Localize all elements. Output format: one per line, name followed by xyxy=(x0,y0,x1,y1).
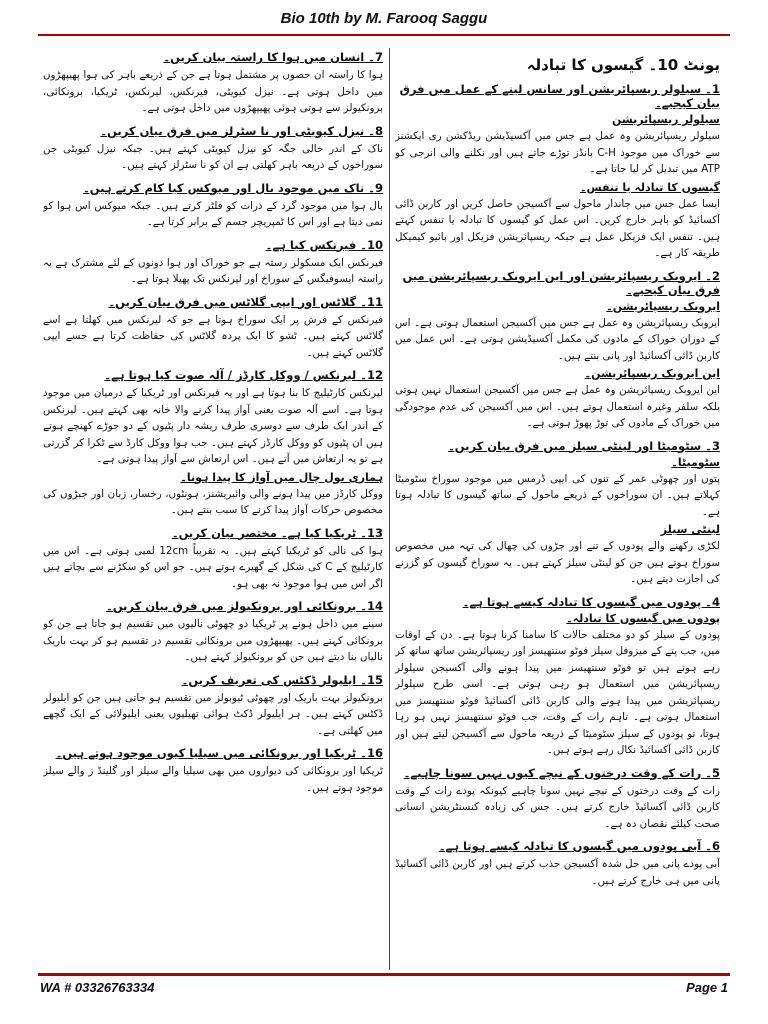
question-heading: 4۔ پودوں میں گیسوں کا تبادلہ کیسے ہوتا ہے۔ xyxy=(462,594,720,609)
sub-heading: گیسوں کا تبادلہ یا تنفس۔ xyxy=(580,180,720,194)
answer-paragraph: فیرنکس کے فرش پر ایک سوراخ ہوتا ہے جو کہ لیرنکس میں کھلتا ہے اسے گلاٹس کہتے ہیں۔ ٹشو کا ایک پردہ گلاٹس کی حفاظت کرتا ہے جسے ایپی گلاٹس کہتے ہیں۔ xyxy=(43,313,383,359)
question-heading: 8۔ نیزل کیویٹی اور نا سٹرلز میں فرق بیان کریں۔ xyxy=(100,123,383,138)
answer-paragraph: بال ہوا میں موجود گرد کے ذرات کو فلٹر کرتے ہیں۔ جبکہ میوکس اس ہوا کو نمی دیتا ہے اور اس کا ٹمپریچر جسم کے برابر کرتا ہے۔ xyxy=(43,199,383,228)
question-heading: 16۔ ٹریکیا اور برونکائی میں سیلیا کیوں موجود ہوتے ہیں۔ xyxy=(55,746,383,760)
question-block xyxy=(43,295,383,362)
answer-paragraph: ایسا عمل جس میں جاندار ماحول سے آکسیجن حاصل کریں اور کاربن ڈائی آکسائیڈ کو باہر خارج کریں۔ اس عمل کو گیسوں کا تبادلہ یا تنفس کہتے ہیں۔ تنفس ایک فزیکل عمل ہے جبکہ ریسپائریشن فزیکل اور بائیو کیمیکل طریقہ کار ہے۔ xyxy=(395,197,720,259)
sub-heading: لینٹی سیلز xyxy=(660,523,720,536)
answer-paragraph: برونکیولز بہت باریک اور چھوٹی ٹیوبولز میں تقسیم ہو جاتی ہیں جن کو ایلیولر ڈکٹس کہتے ہیں۔ ہر ایلیولر ڈکٹ ہوائی تھیلیوں یعنی ایلیولائی کے ایک گچھے میں کھلتی ہے۔ xyxy=(43,691,383,737)
question-block xyxy=(43,526,383,593)
question-block xyxy=(43,50,383,117)
question-block xyxy=(43,124,383,174)
answer-paragraph: ٹریکیا اور برونکائی کی دیواروں میں بھی سیلیا والے سیلز اور گلینڈ ز والے سیلز موجود ہوتے ہیں۔ xyxy=(43,765,383,794)
right-column xyxy=(395,50,720,970)
footer-contact: WA # 03326763334 xyxy=(40,980,155,995)
right-column-questions xyxy=(395,82,720,889)
page-header: Bio 10th by M. Farooq Saggu xyxy=(280,10,488,27)
answer-paragraph: فیرنکس ایک مسکولر رستہ ہے جو خوراک اور ہوا دونوں کے لئے مشترک ہے یہ راستہ ایسوفیگس کے سوراخ اور لیرنکس تک پھیلا ہوتا ہے۔ xyxy=(43,256,383,285)
question-block xyxy=(395,82,720,262)
question-heading: 7۔ انسان میں ہوا کا راستہ بیان کریں۔ xyxy=(163,50,383,64)
answer-paragraph: لیرنکس کارٹیلیج کا بنا ہوتا ہے اور یہ فیرنکس اور ٹریکیا کے درمیان میں موجود ہوتا ہے۔ اسے آلہ صوت یعنی آواز پیدا کرنے والا خانہ بھی کہتے ہیں۔ لیرنکس کے اندر ایک طرف سے دوسری طرف ریشہ دار پٹیوں کے دو جوڑے کھنچے ہوتے ہیں ان پٹیوں کو ووکل کارڈز کہتے ہیں۔ جب ہوا ووکل کارڈ سے ٹکرا کر گزرتی ہے تو یہ ارتعاش میں آتے ہیں۔ اس ارتعاش سے آواز پیدا ہوتی ہے۔ xyxy=(43,387,383,465)
question-heading: 11۔ گلاٹس اور ایپی گلاٹس میں فرق بیان کریں۔ xyxy=(108,294,383,309)
answer-paragraph: سیلولر ریسپائریشن وہ عمل ہے جس میں آکسیڈیشن ریڈکشن ری ایکشنز سے خوراک میں موجود C-H بانڈز توڑے جاتے ہیں اور نکلنے والی انرجی کو ATP میں تبدیل کر لیا جاتا ہے۔ xyxy=(395,130,720,175)
answer-paragraph: ہوا کی نالی کو ٹریکیا کہتے ہیں۔ یہ تقریباً 12cm لمبی ہوتی ہے۔ اس میں کارٹیلیج کے C کی شکل کے گھیرے ہوتے ہیں۔ جو اس کو سکڑنے سے بچاتے ہیں اگر اس میں ہوا موجود نہ بھی ہو۔ xyxy=(43,544,383,590)
answer-paragraph: ووکل کارڈز میں پیدا ہونے والی وائبریشنز، ہونٹوں، رخسار، زبان اور جبڑوں کی مخصوص حرکات آواز پیدا کرنے کا سبب بنتے ہیں۔ xyxy=(43,487,383,516)
sub-heading: پودوں میں گیسوں کا تبادلہ۔ xyxy=(566,611,720,625)
answer-paragraph: سینے میں داخل ہونے پر ٹریکیا دو چھوٹی نالیوں میں تقسیم ہو جاتا ہے جن کو برونکائی کہتے ہیں۔ پھیپھڑوں میں برونکائی تقسیم در تقسیم ہو کر بہت باریک نالیاں بنا دیتے ہیں جن کو برونکیولز کہتے ہیں۔ xyxy=(43,618,383,663)
question-heading: 10۔ فیرنکس کیا ہے۔ xyxy=(265,237,383,252)
question-heading: 13۔ ٹریکیا کیا ہے۔ مختصر بیان کریں۔ xyxy=(171,525,383,540)
question-heading: 1۔ سیلولر ریسپائریشن اور سانس لینے کے عمل میں فرق بیان کیجیے۔ xyxy=(399,82,720,110)
sub-heading: ایروبک ریسپائریشن۔ xyxy=(606,299,720,313)
answer-paragraph: پتوں اور چھوٹی عمر کے تنوں کی ایپی ڈرمس میں موجود سوراخ سٹومیٹا کہلاتے ہیں۔ ان سوراخوں کے ذریعے ماحول کے ساتھ گیسوں کا تبادلہ ہوتا ہے۔ xyxy=(395,472,720,518)
left-column-questions xyxy=(43,50,383,796)
answer-paragraph: رات کے وقت درختوں کے نیچے نہیں سونا چاہیے کیونکہ پودے رات کے وقت کاربن ڈائی آکسائیڈ خارج کرتے ہیں۔ جس کی زیادہ کنسنٹریشن انسانی صحت کیلئے نقصان دہ ہے۔ xyxy=(395,784,720,830)
question-heading: 5۔ رات کے وقت درختوں کے نیچے کیوں نہیں سونا چاہیے۔ xyxy=(403,765,720,780)
footer-rule xyxy=(38,973,730,976)
question-block xyxy=(395,839,720,889)
header-rule xyxy=(38,34,730,36)
question-heading: 14۔ برونکائی اور برونکیولز میں فرق بیان کریں۔ xyxy=(106,599,383,613)
answer-paragraph: ہوا کا راستہ ان حصوں پر مشتمل ہوتا ہے جن کے ذریعے باہر کی ہوا پھیپھڑوں میں داخل ہوتی ہے۔ نیزل کیویٹی، فیرنکس، لیرنکس، ٹریکیا، برونکائی، برونکیولز سے ہوتی ہوئی پھیپھڑوں میں داخل ہوتی ہے۔ xyxy=(43,69,383,114)
question-block xyxy=(43,368,383,519)
question-heading: 2۔ ایروبک ریسپائریشن اور این ایروبک ریسپائریشن میں فرق بیان کیجیے۔ xyxy=(402,268,720,297)
answer-paragraph: ناک کے اندر خالی جگہ کو نیزل کیویٹی کہتے ہیں۔ جبکہ نیزل کیویٹی جن سوراخوں کے ذریعہ باہر کھلتی ہے ان کو نا سٹرلز کہتے ہیں۔ xyxy=(43,142,383,171)
question-block xyxy=(43,746,383,796)
answer-paragraph: پودوں کے سیلز کو دو مختلف حالات کا سامنا کرنا ہوتا ہے۔ دن کے اوقات میں، جب پتے کے میزوفل سیلز فوٹو سنتھیسز اور ریسپائریشن ساتھ ساتھ کر رہے ہوتے ہیں تو فوٹو سنتھیسز میں پیدا ہونے والی آکسیجن سیلولر ریسپائریشن میں استعمال ہو رہی ہوتی ہے۔ اسی طرح سیلولر ریسپائریشن میں پیدا ہونے والی کاربن ڈائی آکسائیڈ فوٹو سنتھیسز میں استعمال ہوتی ہے۔ تاہم رات کے وقت، جب فوٹو سنتھیسز نہیں ہو رہا ہوتا، تو پودوں کے سیلز سٹومیٹا کے ذریعہ ماحول سے آکسیجن لیتے ہیں اور کاربن ڈائی آکسائیڈ نکال رہے ہوتے ہیں۔ xyxy=(395,628,720,756)
sub-heading: این ایروبک ریسپائریشن۔ xyxy=(584,367,720,380)
question-heading: 12۔ لیرنکس / ووکل کارڈز / آلہ صوت کیا ہوتا ہے۔ xyxy=(104,368,383,382)
question-heading: 9۔ ناک میں موجود بال اور میوکس کیا کام کرتے ہیں۔ xyxy=(83,180,383,195)
left-column xyxy=(43,50,383,970)
footer-page-number: Page 1 xyxy=(686,980,728,995)
question-block xyxy=(395,439,720,588)
question-heading: 15۔ ایلیولر ڈکٹس کی تعریف کریں۔ xyxy=(181,672,383,687)
sub-heading: سٹومیٹا۔ xyxy=(671,455,720,469)
column-divider xyxy=(389,48,390,970)
question-block xyxy=(43,238,383,288)
answer-paragraph: ایروبک ریسپائریشن وہ عمل ہے جس میں آکسیجن استعمال ہوتی ہے۔ اس کے دوران خوراک کے مادوں کی مکمل آکسیڈیشن ہوتی ہے۔ اس عمل میں کاربن ڈائی آکسائیڈ اور پانی بنتے ہیں۔ xyxy=(395,316,720,362)
question-block xyxy=(395,595,720,759)
question-block xyxy=(395,269,720,432)
question-block xyxy=(43,181,383,231)
sub-heading: ہماری بول چال میں آواز کا پیدا ہونا۔ xyxy=(180,470,383,484)
question-heading: 6۔ آبی پودوں میں گیسوں کا تبادلہ کیسے ہوتا ہے۔ xyxy=(438,839,720,853)
question-block xyxy=(43,599,383,666)
unit-title: یونٹ 10۔ گیسوں کا تبادلہ xyxy=(526,56,720,74)
answer-paragraph: این ایروبک ریسپائریشن وہ عمل ہے جس میں آکسیجن استعمال نہیں ہوتی بلکہ سلفر وغیرہ استعمال ہوتے ہیں۔ اس میں آکسیجن کی عدم موجودگی میں خوراک کے مادوں کی توڑ پھوڑ ہوتی ہے۔ xyxy=(395,384,720,429)
sub-heading: سیلولر ریسپائریشن xyxy=(612,113,720,126)
answer-paragraph: لکڑی رکھنے والے پودوں کے تنے اور جڑوں کی چھال کی تہہ میں مخصوص سوراخ ہوتے ہیں جن کو لینٹی سیلز کہتے ہیں۔ یہ سوراخ گیسوں کو گزرنے کی اجازت دیتے ہیں۔ xyxy=(395,540,720,585)
question-heading: 3۔ سٹومیٹا اور لینٹی سیلز میں فرق بیان کریں۔ xyxy=(448,438,720,453)
answer-paragraph: آبی پودے پانی میں حل شدہ آکسیجن جذب کرتے ہیں اور کاربن ڈائی آکسائیڈ پانی میں ہی خارج کرتے ہیں۔ xyxy=(395,858,720,887)
question-block xyxy=(43,673,383,740)
question-block xyxy=(395,766,720,833)
